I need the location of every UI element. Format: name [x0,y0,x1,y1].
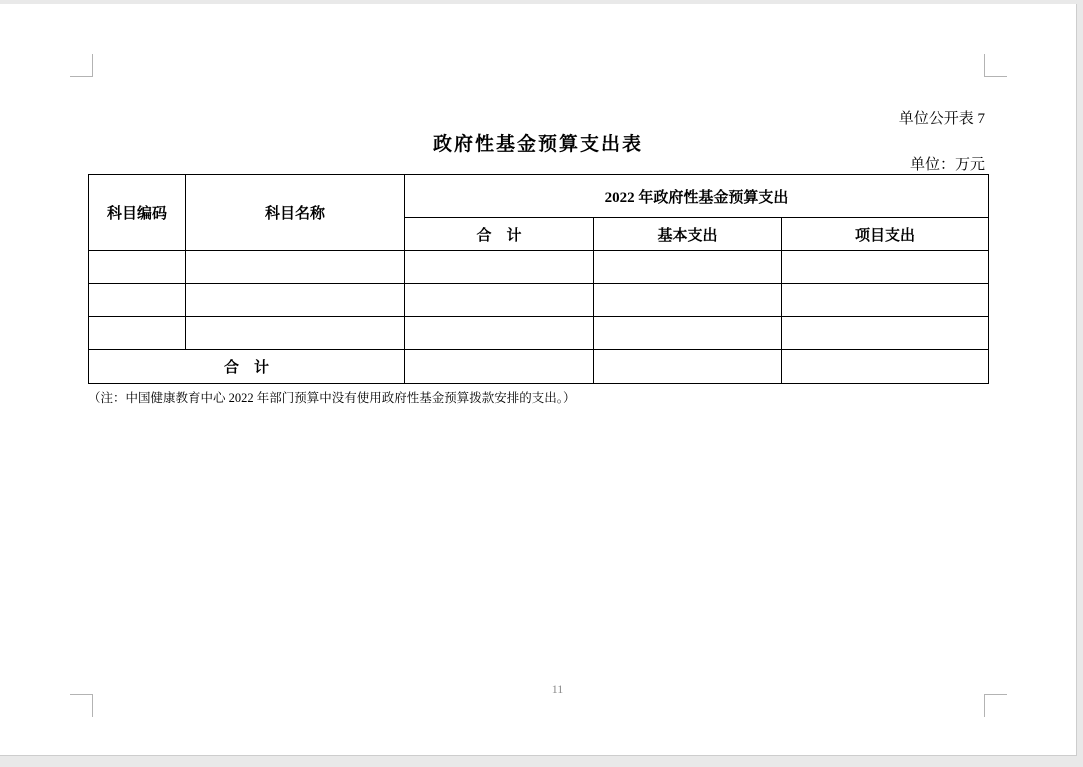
header-cell-project-expenditure: 项目支出 [782,218,989,251]
empty-cell [405,350,594,384]
table-row [89,251,989,284]
footnote: （注：中国健康教育中心 2022 年部门预算中没有使用政府性基金预算拨款安排的支出。） [88,391,576,405]
header-cell-subject-code: 科目编码 [89,175,186,251]
budget-table [88,174,989,384]
document-page [0,4,1077,756]
empty-cell [594,251,782,284]
header-cell-total: 合 计 [405,218,594,251]
margin-corner-mark-top-left [70,54,93,77]
margin-corner-mark-bottom-left [70,694,93,717]
margin-corner-mark-bottom-right [984,694,1007,717]
total-row-label: 合 计 [89,350,405,384]
empty-cell [594,317,782,350]
doc-public-table-label: 单位公开表 7 [898,111,985,127]
empty-cell [782,317,989,350]
empty-cell [186,251,405,284]
empty-cell [89,317,186,350]
empty-cell [89,251,186,284]
empty-cell [782,251,989,284]
empty-cell [405,317,594,350]
page-title: 政府性基金预算支出表 [432,134,643,155]
header-cell-basic-expenditure: 基本支出 [594,218,782,251]
empty-cell [594,284,782,317]
page-number: 11 [551,682,564,696]
empty-cell [89,284,186,317]
header-cell-subject-name: 科目名称 [186,175,405,251]
empty-cell [186,317,405,350]
unit-of-measure-label: 单位：万元 [909,157,985,173]
margin-corner-mark-top-right [984,54,1007,77]
table-row [89,317,989,350]
table-total-row [89,350,989,384]
empty-cell [594,350,782,384]
empty-cell [186,284,405,317]
header-cell-year-span: 2022 年政府性基金预算支出 [405,175,989,218]
empty-cell [782,284,989,317]
empty-cell [405,284,594,317]
empty-cell [405,251,594,284]
empty-cell [782,350,989,384]
table-header-row-top [89,175,989,218]
table-row [89,284,989,317]
